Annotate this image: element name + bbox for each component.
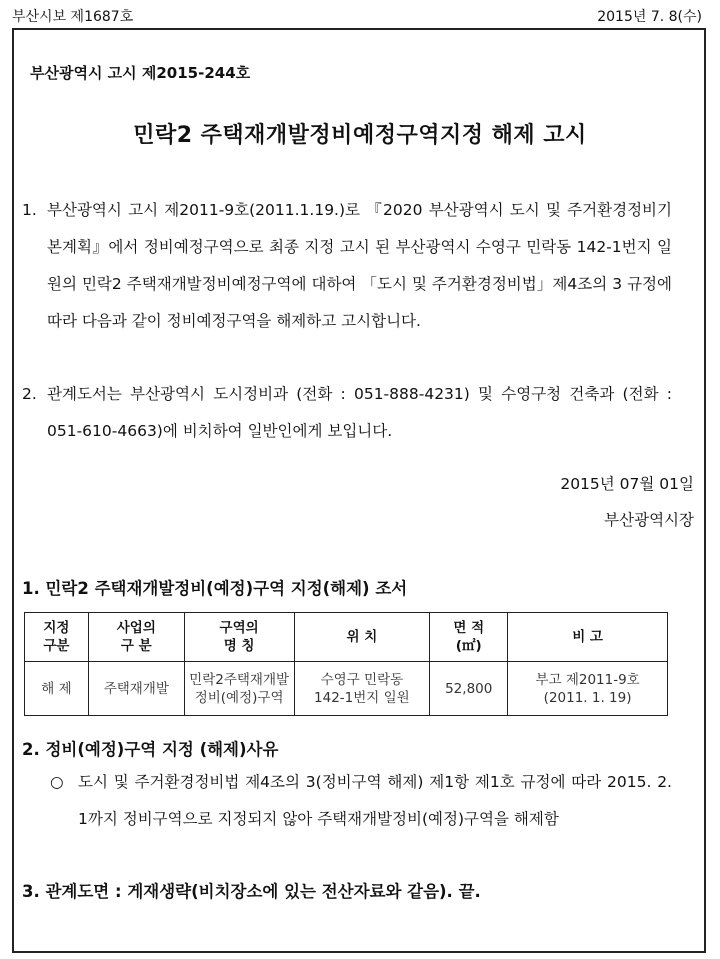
reason-item — [22, 764, 672, 838]
designation-table — [24, 612, 668, 716]
header-line: (㎡) — [455, 638, 482, 654]
page-title: 민락2 주택재개발정비예정구역지정 해제 고시 — [133, 123, 587, 148]
header-line: 위 치 — [346, 629, 378, 645]
section-1-heading: 1. 민락2 주택재개발정비(예정)구역 지정(해제) 조서 — [22, 579, 408, 598]
table-cell — [88, 662, 184, 716]
paragraph-1 — [22, 192, 672, 340]
circle-bullet-icon: ○ — [50, 773, 64, 791]
cell-line: 민락2주택재개발 — [189, 671, 290, 688]
gazette-header — [12, 4, 702, 26]
paragraph-text: 관계도서는 부산광역시 도시정비과 (전화 : 051-888-4231) 및 수영구청 건축과 (전화 : 051-610-4663)에 비치하여 일반인에게 보입니다. — [47, 385, 672, 440]
signoff-date: 2015년 07월 01일 — [560, 475, 694, 493]
paragraph-number: 2. — [22, 385, 37, 403]
signoff-issuer: 부산광역시장 — [604, 511, 694, 529]
gazette-name: 부산시보 제1687호 — [12, 9, 134, 25]
table-header-cell — [294, 613, 430, 662]
table-cell — [25, 662, 89, 716]
cell-line: 정비(예정)구역 — [194, 689, 284, 706]
table-header-row — [25, 613, 668, 662]
table-header-cell — [430, 613, 508, 662]
paragraph-2 — [22, 376, 672, 450]
header-line: 지정 — [43, 620, 70, 636]
paragraph-text: 부산광역시 고시 제2011-9호(2011.1.19.)로 『2020 부산광역시 도시 및 주거환경정비기본계획』에서 정비예정구역으로 최종 지정 고시 된 부산광역시 수영구 민락동 142-1번지 일원의 민락2 주택재개발정비예정구역에 대하여 「도시 및 주거환경정비법」제4조의 3 규정에 따라 다음과 같이 정비예정구역을 해제하고 고시합니다. — [47, 201, 672, 330]
table-header-cell — [184, 613, 294, 662]
cell-line: 주택재개발 — [103, 680, 169, 697]
table-cell — [508, 662, 668, 716]
header-line: 구분 — [43, 638, 70, 654]
table-header-cell — [508, 613, 668, 662]
cell-line: 52,800 — [445, 680, 493, 697]
section-3-heading: 3. 관계도면 : 게재생략(비치장소에 있는 전산자료와 같음). 끝. — [22, 882, 481, 901]
issue-date: 2015년 7. 8(수) — [597, 9, 702, 25]
table-cell — [430, 662, 508, 716]
cell-line: 해 제 — [41, 680, 72, 697]
cell-line: (2011. 1. 19) — [543, 689, 632, 706]
reason-text: 도시 및 주거환경정비법 제4조의 3(정비구역 해제) 제1항 제1호 규정에 따라 2015. 2. 1까지 정비구역으로 지정되지 않아 주택재개발정비(예정)구역을 해제함 — [78, 773, 672, 828]
header-line: 비 고 — [572, 629, 603, 645]
paragraph-number: 1. — [22, 201, 37, 219]
header-line: 구역의 — [219, 620, 259, 636]
header-line: 사업의 — [116, 620, 156, 636]
table-row — [25, 662, 668, 716]
cell-line: 수영구 민락동 — [320, 671, 404, 688]
cell-line: 부고 제2011-9호 — [535, 671, 640, 688]
header-line: 면 적 — [453, 620, 485, 636]
header-line: 명 칭 — [223, 638, 255, 654]
cell-line: 142-1번지 일원 — [314, 689, 410, 706]
table-header-cell — [88, 613, 184, 662]
header-line: 구 분 — [120, 638, 152, 654]
table-header-cell — [25, 613, 89, 662]
table-cell — [184, 662, 294, 716]
table-cell — [294, 662, 430, 716]
notice-number: 부산광역시 고시 제2015-244호 — [30, 64, 251, 82]
section-2-heading: 2. 정비(예정)구역 지정 (해제)사유 — [22, 740, 279, 759]
